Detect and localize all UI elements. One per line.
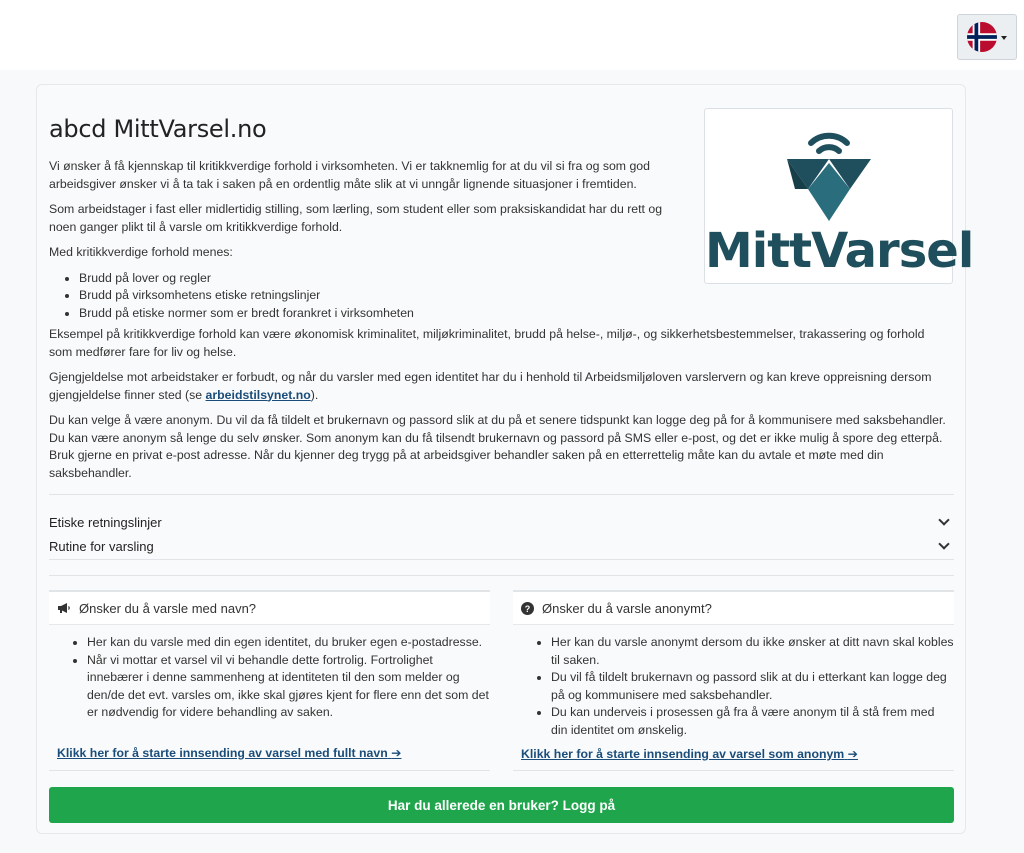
top-bar <box>0 0 1024 70</box>
list-item: • Du vil få tildelt brukernavn og passord slik at du i etterkant kan logge deg på og kommunisere med saksbehandler. <box>551 669 954 704</box>
anonymous-report-panel <box>513 590 954 771</box>
intro-paragraph-1: Vi ønsker å få kjennskap til kritikkverdige forhold i virksomheten. Vi er takknemlig for at du vil si fra og som god arbeidsgiver ønsker vi å ta tak i saken på en ordentlig måte slik at vi unngår lignende situasjoner i fremtiden. <box>49 159 650 191</box>
list-item: • Her kan du varsle anonymt dersom du ikke ønsker at ditt navn skal kobles til saken. <box>551 634 954 669</box>
logo-wordmark: MittVarsel <box>705 223 974 279</box>
intro-text <box>49 158 689 322</box>
protection-paragraph: Gjengjeldelse mot arbeidstaker er forbudt, og når du varsler med egen identitet har du i henhold til Arbeidsmiljøloven varslervern og kan kreve oppreisning dersom gjengjeldelse finner sted (se arbeidstilsynet.no). <box>49 370 932 402</box>
chevron-down-icon <box>938 514 949 525</box>
named-report-panel <box>49 590 490 771</box>
accordion <box>49 510 954 558</box>
start-anonymous-report-link[interactable]: Klikk her for å starte innsending av varsel som anonym ➔ <box>521 747 858 761</box>
anonymous-paragraph: Du kan velge å være anonym. Du vil da få tildelt et brukernavn og passord slik at du på et senere tidspunkt kan logge deg på for å kommunisere med saksbehandler. Du kan være anonym så lenge du selv ønsker. Som anonym kan du få tilsendt brukernavn og passord på SMS eller e-post, og det er ikke mulig å spore deg etterpå. Bruk gjerne en privat e-post adresse. Når du kjenner deg trygg på at arbeidsgiver behandler saken på en etterrettelig måte kan du avtale et møte med din saksbehandler. <box>49 413 946 480</box>
start-named-report-link[interactable]: Klikk her for å starte innsending av varsel med fullt navn ➔ <box>57 746 402 760</box>
named-info-list <box>73 634 490 722</box>
arbeidstilsynet-link[interactable]: arbeidstilsynet.no <box>205 387 311 402</box>
examples-paragraph: Eksempel på kritikkverdige forhold kan være økonomisk kriminalitet, miljøkriminalitet, brudd på helse-, miljø-, og sikkerhetsbestemmelser, trakassering og forhold som medfører fare for liv og helse. <box>49 327 925 359</box>
megaphone-icon <box>57 602 71 614</box>
list-item: • Brudd på virksomhetens etiske retningslinjer <box>79 287 689 305</box>
list-item: • Her kan du varsle med din egen identitet, du bruker egen e-postadresse. <box>87 634 490 652</box>
norway-flag-icon <box>967 22 997 52</box>
list-item: • Brudd på lover og regler <box>79 270 689 288</box>
intro-paragraph-3: Med kritikkverdige forhold menes: <box>49 245 233 259</box>
svg-text:?: ? <box>524 603 531 614</box>
panel-heading: Ønsker du å varsle med navn? <box>49 592 490 625</box>
list-item: • Når vi mottar et varsel vil vi behandle dette fortrolig. Fortrolighet innebærer i denne sammenheng at identiteten til den som melder og den/de det evt. varsles om, ikke skal gjøres kjent for flere enn det som det er nødvendig for videre behandling av saken. <box>87 652 490 722</box>
divider <box>49 559 954 560</box>
logo <box>704 108 974 284</box>
chevron-down-icon <box>938 538 949 549</box>
accordion-ethics[interactable]: Etiske retningslinjer <box>49 510 954 534</box>
question-circle-icon <box>521 602 534 615</box>
logo-mark-icon <box>781 123 877 223</box>
criteria-list <box>67 270 689 323</box>
body-text <box>49 326 949 490</box>
login-button[interactable]: Har du allerede en bruker? Logg på <box>49 787 954 823</box>
divider <box>49 575 954 576</box>
intro-paragraph-2: Som arbeidstager i fast eller midlertidig stilling, som lærling, som student eller som praksiskandidat har du rett og noen ganger plikt til å varsle om kritikkverdige forhold. <box>49 202 663 234</box>
list-item: • Brudd på etiske normer som er bredt forankret i virksomheten <box>79 305 689 323</box>
page-title: abcd MittVarsel.no <box>49 115 267 143</box>
accordion-routine[interactable]: Rutine for varsling <box>49 534 954 558</box>
language-selector[interactable] <box>957 14 1017 60</box>
panel-heading: ? Ønsker du å varsle anonymt? <box>513 592 954 625</box>
anonymous-info-list <box>537 634 954 739</box>
arrow-right-icon: ➔ <box>847 747 858 761</box>
arrow-right-icon: ➔ <box>391 746 402 760</box>
divider <box>49 494 954 495</box>
list-item: • Du kan underveis i prosessen gå fra å være anonym til å stå frem med din identitet om ønskelig. <box>551 704 954 739</box>
main-card <box>36 84 974 834</box>
caret-down-icon <box>1001 36 1007 40</box>
